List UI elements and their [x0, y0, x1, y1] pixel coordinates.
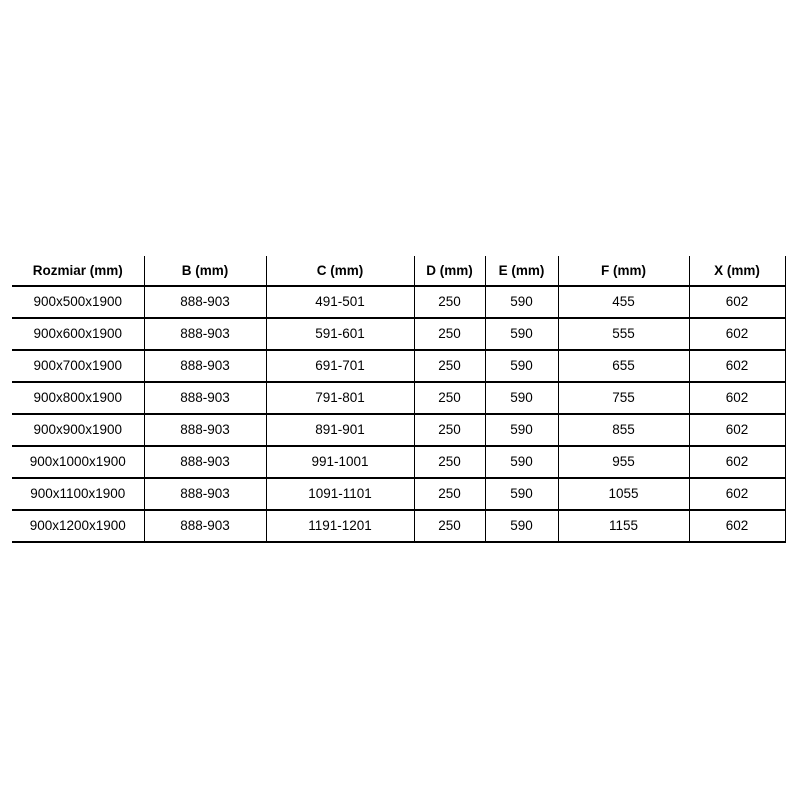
table-cell: 250	[414, 446, 485, 478]
table-cell: 590	[485, 286, 558, 318]
table-cell: 888-903	[144, 414, 266, 446]
table-cell: 755	[558, 382, 689, 414]
table-cell: 991-1001	[266, 446, 414, 478]
table-cell: 590	[485, 382, 558, 414]
table-row	[12, 350, 785, 382]
table-cell: 891-901	[266, 414, 414, 446]
table-row	[12, 318, 785, 350]
table-cell: 250	[414, 318, 485, 350]
column-header-x: X (mm)	[689, 256, 785, 286]
table-cell: 888-903	[144, 446, 266, 478]
column-header-c: C (mm)	[266, 256, 414, 286]
header-row	[12, 256, 785, 286]
column-header-b: B (mm)	[144, 256, 266, 286]
table-row	[12, 446, 785, 478]
table-cell: 250	[414, 350, 485, 382]
table-cell: 602	[689, 382, 785, 414]
table-cell: 900x500x1900	[12, 286, 144, 318]
table-cell: 900x600x1900	[12, 318, 144, 350]
table-cell: 491-501	[266, 286, 414, 318]
table-cell: 1091-1101	[266, 478, 414, 510]
table-cell: 590	[485, 350, 558, 382]
table-cell: 250	[414, 510, 485, 542]
table-cell: 888-903	[144, 350, 266, 382]
table-cell: 555	[558, 318, 689, 350]
table-cell: 655	[558, 350, 689, 382]
table-cell: 591-601	[266, 318, 414, 350]
table-cell: 955	[558, 446, 689, 478]
table-cell: 1055	[558, 478, 689, 510]
table-cell: 602	[689, 350, 785, 382]
table-cell: 900x1200x1900	[12, 510, 144, 542]
table-row	[12, 478, 785, 510]
table-cell: 590	[485, 318, 558, 350]
table-cell: 602	[689, 318, 785, 350]
table-cell: 250	[414, 286, 485, 318]
table-cell: 888-903	[144, 382, 266, 414]
dimensions-table-container	[12, 256, 786, 543]
table-cell: 900x800x1900	[12, 382, 144, 414]
column-header-d: D (mm)	[414, 256, 485, 286]
table-cell: 900x1000x1900	[12, 446, 144, 478]
table-cell: 602	[689, 446, 785, 478]
table-cell: 888-903	[144, 318, 266, 350]
table-cell: 590	[485, 510, 558, 542]
table-cell: 888-903	[144, 510, 266, 542]
table-row	[12, 286, 785, 318]
table-row	[12, 382, 785, 414]
table-cell: 590	[485, 446, 558, 478]
table-cell: 602	[689, 510, 785, 542]
table-cell: 888-903	[144, 478, 266, 510]
table-cell: 590	[485, 478, 558, 510]
table-cell: 250	[414, 414, 485, 446]
column-header-e: E (mm)	[485, 256, 558, 286]
table-row	[12, 414, 785, 446]
table-cell: 602	[689, 414, 785, 446]
table-cell: 1155	[558, 510, 689, 542]
table-cell: 900x700x1900	[12, 350, 144, 382]
table-cell: 1191-1201	[266, 510, 414, 542]
table-row	[12, 510, 785, 542]
table-cell: 250	[414, 478, 485, 510]
table-cell: 250	[414, 382, 485, 414]
table-cell: 900x1100x1900	[12, 478, 144, 510]
column-header-f: F (mm)	[558, 256, 689, 286]
table-cell: 602	[689, 478, 785, 510]
dimensions-table	[12, 256, 786, 543]
table-cell: 602	[689, 286, 785, 318]
column-header-rozmiar: Rozmiar (mm)	[12, 256, 144, 286]
table-body	[12, 286, 785, 542]
table-cell: 455	[558, 286, 689, 318]
table-cell: 590	[485, 414, 558, 446]
table-cell: 855	[558, 414, 689, 446]
table-cell: 691-701	[266, 350, 414, 382]
table-cell: 791-801	[266, 382, 414, 414]
table-cell: 888-903	[144, 286, 266, 318]
table-cell: 900x900x1900	[12, 414, 144, 446]
